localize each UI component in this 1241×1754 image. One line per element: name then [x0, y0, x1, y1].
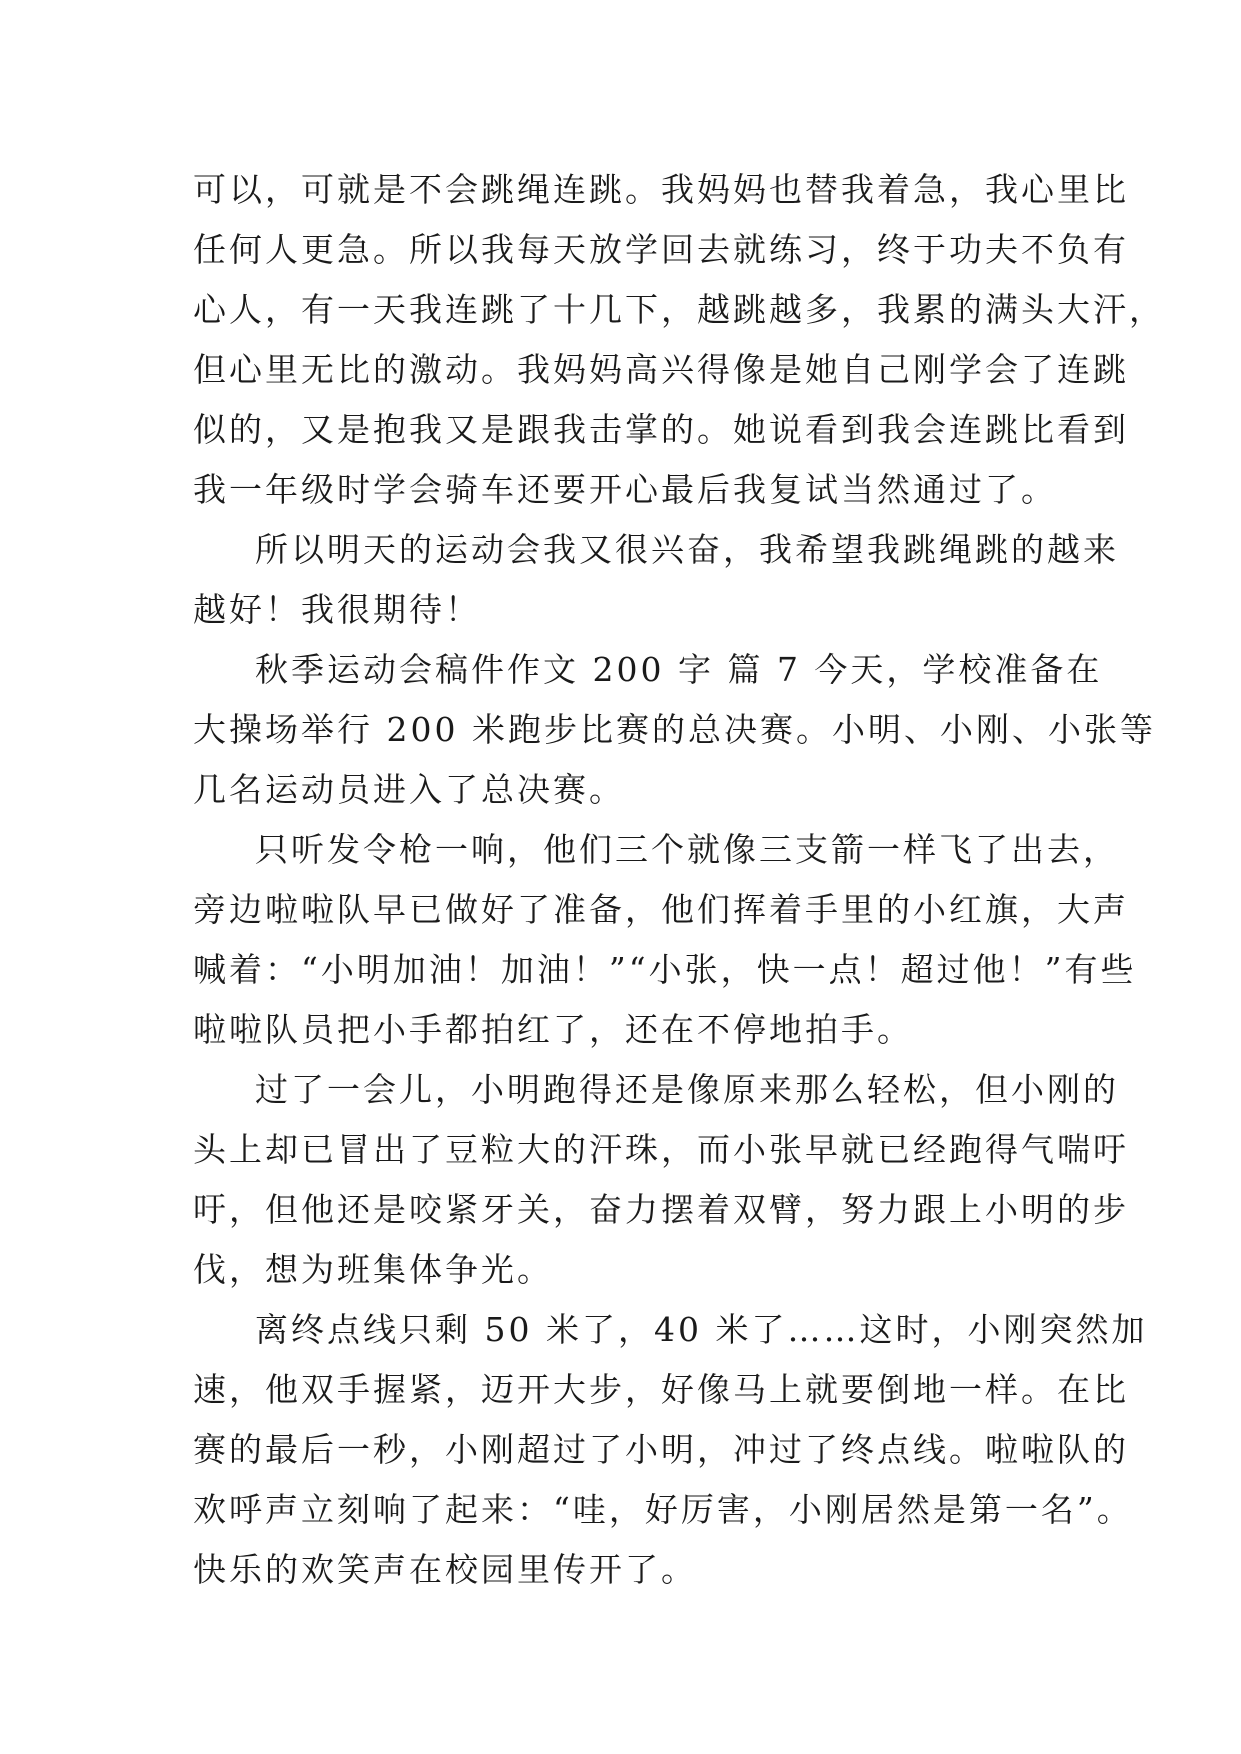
- text-line: 啦啦队员把小手都拍红了，还在不停地拍手。: [193, 1010, 913, 1049]
- text-line: 任何人更急。所以我每天放学回去就练习，终于功夫不负有: [193, 230, 1129, 269]
- text-line: 几名运动员进入了总决赛。: [193, 770, 625, 809]
- article-body: [193, 160, 1165, 1600]
- paragraph-start-line: 过了一会儿，小明跑得还是像原来那么轻松，但小刚的: [255, 1070, 1119, 1109]
- text-line: 欢呼声立刻响了起来：“哇，好厉害，小刚居然是第一名”。: [193, 1490, 1133, 1529]
- text-line: 头上却已冒出了豆粒大的汗珠，而小张早就已经跑得气喘吁: [193, 1130, 1129, 1169]
- text-line: 快乐的欢笑声在校园里传开了。: [193, 1550, 697, 1589]
- text-line: 越好！我很期待！: [193, 590, 481, 629]
- text-line: 我一年级时学会骑车还要开心最后我复试当然通过了。: [193, 470, 1057, 509]
- text-line: 吁，但他还是咬紧牙关，奋力摆着双臂，努力跟上小明的步: [193, 1190, 1129, 1229]
- text-line: 旁边啦啦队早已做好了准备，他们挥着手里的小红旗，大声: [193, 890, 1129, 929]
- paragraph-start-line: 离终点线只剩 50 米了，40 米了……这时，小刚突然加: [255, 1310, 1148, 1349]
- paragraph-start-line: 只听发令枪一响，他们三个就像三支箭一样飞了出去，: [255, 830, 1119, 869]
- text-line: 喊着：“小明加油！加油！”“小张，快一点！超过他！”有些: [193, 950, 1137, 989]
- text-line: 赛的最后一秒，小刚超过了小明，冲过了终点线。啦啦队的: [193, 1430, 1129, 1469]
- paragraph-start-line: 所以明天的运动会我又很兴奋，我希望我跳绳跳的越来: [255, 530, 1119, 569]
- text-line: 可以，可就是不会跳绳连跳。我妈妈也替我着急，我心里比: [193, 170, 1129, 209]
- text-line: 速，他双手握紧，迈开大步，好像马上就要倒地一样。在比: [193, 1370, 1129, 1409]
- section-heading-line: 秋季运动会稿件作文 200 字 篇 7 今天，学校准备在: [255, 650, 1103, 689]
- text-line: 似的，又是抱我又是跟我击掌的。她说看到我会连跳比看到: [193, 410, 1129, 449]
- text-line: 伐，想为班集体争光。: [193, 1250, 553, 1289]
- text-line: 但心里无比的激动。我妈妈高兴得像是她自己刚学会了连跳: [193, 350, 1129, 389]
- text-line: 心人，有一天我连跳了十几下，越跳越多，我累的满头大汗，: [193, 290, 1165, 329]
- text-line: 大操场举行 200 米跑步比赛的总决赛。小明、小刚、小张等: [193, 710, 1156, 749]
